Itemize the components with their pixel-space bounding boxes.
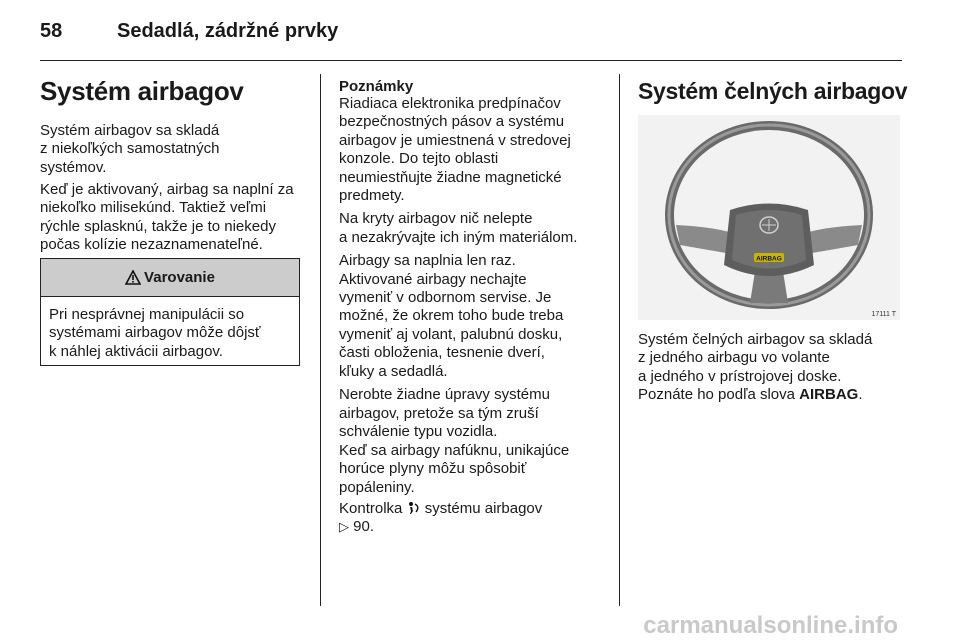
header-rule bbox=[40, 60, 902, 61]
page-number: 58 bbox=[40, 20, 63, 42]
warning-triangle-icon bbox=[125, 270, 141, 285]
column-divider-1 bbox=[320, 74, 321, 606]
page-reference[interactable]: 90. bbox=[353, 518, 375, 536]
paragraph-front-airbags bbox=[638, 331, 903, 405]
figure-code: 17111 T bbox=[871, 311, 896, 318]
note-modifications: Nerobte žiadne úpravy systému airbagov, pretože sa tým zruší schválenie typu vozidla. bbox=[339, 386, 550, 440]
steering-wheel-figure bbox=[638, 115, 900, 320]
notes-title: Poznámky bbox=[339, 78, 414, 95]
note-covers: Na kryty airbagov nič nelepte a nezakrývajte ich iným materiálom. bbox=[339, 210, 578, 246]
steering-wheel-illustration bbox=[638, 115, 900, 320]
warning-light-rest: systému airbagov bbox=[424, 500, 543, 517]
warning-light-label: Kontrolka bbox=[339, 500, 403, 517]
section-title: Sedadlá, zádržné prvky bbox=[117, 20, 339, 42]
paragraph-inflation: Keď je aktivovaný, airbag sa naplní za niekoľko milisekúnd. Taktiež veľmi rýchle splasknú, takže je to niekedy počas kolízie nezaznamenateľné. bbox=[40, 181, 294, 254]
arrow-reference-icon: ▷ bbox=[339, 519, 349, 535]
warning-title: Varovanie bbox=[144, 269, 215, 286]
front-airbags-text: Systém čelných airbagov sa skladá z jedného airbagu vo volante a jedného v prístrojovej doske. Poznáte ho podľa slova bbox=[638, 331, 873, 404]
warning-body: Pri nesprávnej manipulácii so systémami airbagov môže dôjsť k náhlej aktivácii airbagov. bbox=[49, 306, 261, 360]
note-electronics: Riadiaca elektronika predpínačov bezpečnostných pásov a systému airbagov je umiestnená v stredovej konzole. Do tejto oblasti neumiestňujte žiadne magnetické predmety. bbox=[339, 95, 571, 205]
notes-block bbox=[339, 78, 614, 441]
column-divider-2 bbox=[619, 74, 620, 606]
note-inflate-once: Airbagy sa naplnia len raz. Aktivované airbagy nechajte vymeniť v odbornom servise. Je možné, že okrem toho bude treba vymeniť aj volant, palubnú dosku, časti obloženia, tesnenie dverí, kľuky a sedadlá. bbox=[339, 252, 564, 380]
heading-front-airbags: Systém čelných airbagov bbox=[638, 78, 908, 104]
heading-airbag-system: Systém airbagov bbox=[40, 76, 244, 106]
watermark: carmanualsonline.info bbox=[643, 612, 898, 639]
airbag-word: AIRBAG bbox=[799, 386, 859, 404]
airbag-label: AIRBAG bbox=[756, 255, 782, 263]
paragraph-hot-gases: Keď sa airbagy nafúknu, unikajúce horúce plyny môžu spôsobiť popáleniny. bbox=[339, 442, 570, 496]
warning-box bbox=[40, 258, 300, 366]
period: . bbox=[858, 386, 863, 404]
paragraph-intro: Systém airbagov sa skladá z niekoľkých samostatných systémov. bbox=[40, 122, 220, 176]
airbag-warning-light-icon bbox=[407, 501, 421, 515]
warning-header bbox=[41, 259, 299, 297]
paragraph-warning-light bbox=[339, 500, 614, 537]
